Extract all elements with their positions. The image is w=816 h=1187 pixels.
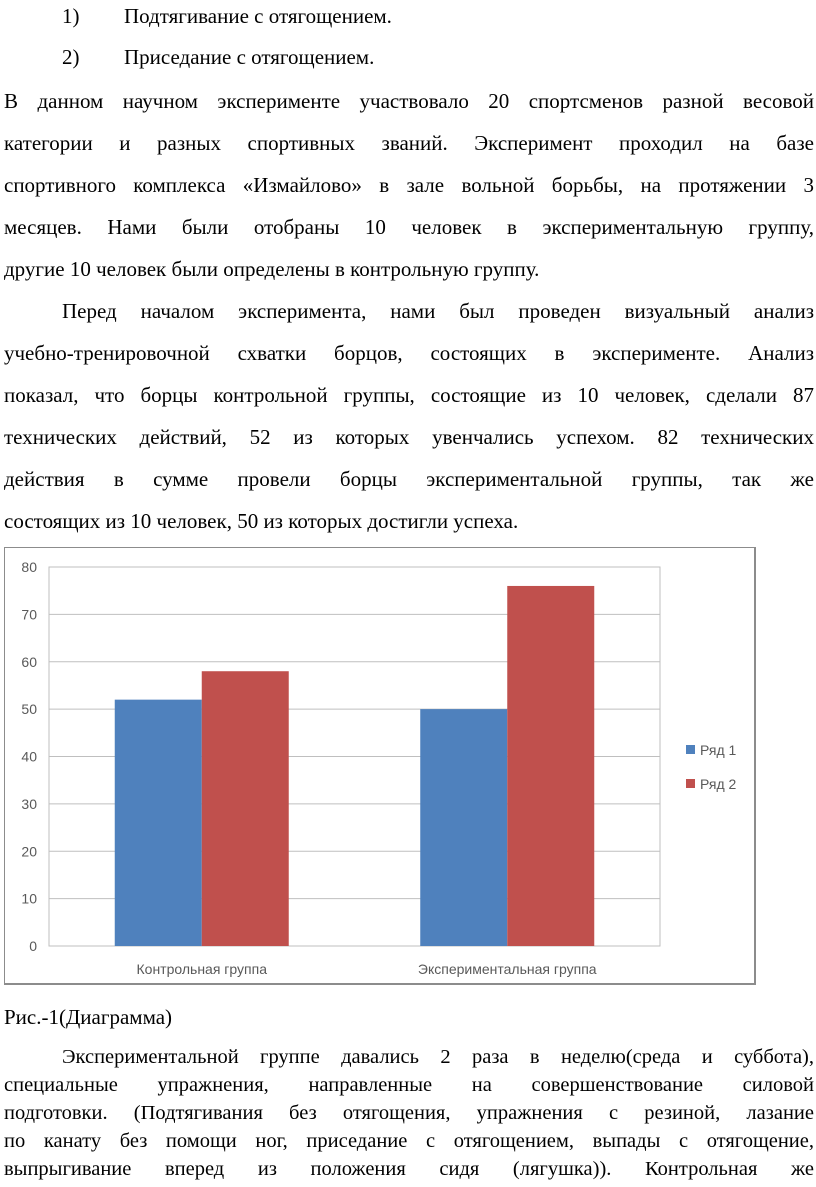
text-line: учебно-тренировочной схватки борцов, состоящих в эксперименте. Анализ — [4, 341, 814, 365]
legend-swatch — [686, 745, 695, 754]
bar — [420, 709, 507, 946]
list-item-2 — [62, 45, 374, 70]
text-line: подготовки. (Подтягивания без отягощения, упражнения с резиной, лазание — [4, 1102, 814, 1124]
text-line: Перед началом эксперимента, нами был проведен визуальный анализ — [62, 299, 814, 323]
y-tick-label: 40 — [21, 748, 37, 765]
bar — [507, 586, 594, 946]
y-tick-label: 10 — [21, 890, 37, 907]
text-line: спортивного комплекса «Измайлово» в зале вольной борьбы, на протяжении 3 — [4, 173, 814, 197]
chart-svg — [5, 548, 755, 984]
y-tick-label: 0 — [29, 938, 37, 954]
text-line: месяцев. Нами были отобраны 10 человек в экспериментальную группу, — [4, 215, 814, 239]
paragraph-2 — [4, 290, 814, 542]
text-line: Экспериментальной группе давались 2 раза в неделю(среда и суббота), — [62, 1046, 814, 1068]
list-number: 1) — [62, 4, 80, 28]
text-line: выпрыгивание вперед из положения сидя (лягушка)). Контрольная же — [4, 1158, 814, 1180]
bar-chart — [4, 547, 756, 985]
text-line: состоящих из 10 человек, 50 из которых достигли успеха. — [4, 509, 519, 533]
list-item-1 — [62, 4, 392, 29]
bar — [115, 700, 202, 946]
figure-caption: Рис.-1(Диаграмма) — [4, 1005, 173, 1029]
y-tick-label: 60 — [21, 653, 37, 670]
y-tick-label: 50 — [21, 701, 37, 718]
y-tick-label: 20 — [21, 843, 37, 860]
bar — [202, 671, 289, 946]
legend-label: Ряд 2 — [700, 776, 737, 792]
list-text: Приседание с отягощением. — [124, 45, 375, 69]
paragraph-1 — [4, 80, 814, 290]
text-line: категории и разных спортивных званий. Эксперимент проходил на базе — [4, 131, 814, 155]
y-tick-label: 30 — [21, 795, 37, 812]
text-line: технических действий, 52 из которых увенчались успехом. 82 технических — [4, 425, 814, 449]
y-tick-label: 70 — [21, 606, 37, 623]
list-text: Подтягивание с отягощением. — [124, 4, 392, 28]
legend-label: Ряд 1 — [700, 742, 737, 758]
list-number: 2) — [62, 45, 80, 69]
text-line: В данном научном эксперименте участвовало 20 спортсменов разной весовой — [4, 89, 814, 113]
text-line: специальные упражнения, направленные на совершенствование силовой — [4, 1074, 814, 1096]
text-line: показал, что борцы контрольной группы, состоящие из 10 человек, сделали 87 — [4, 383, 814, 407]
text-line: действия в сумме провели борцы экспериментальной группы, так же — [4, 467, 814, 491]
x-tick-label: Контрольная группа — [136, 961, 267, 977]
text-line: по канату без помощи ног, приседание с отягощением, выпады с отягощение, — [4, 1130, 814, 1152]
paragraph-3 — [4, 1043, 814, 1183]
text-line: другие 10 человек были определены в контрольную группу. — [4, 257, 540, 281]
y-tick-label: 80 — [21, 559, 37, 575]
legend-swatch — [686, 779, 695, 788]
x-tick-label: Экспериментальная группа — [417, 961, 597, 977]
